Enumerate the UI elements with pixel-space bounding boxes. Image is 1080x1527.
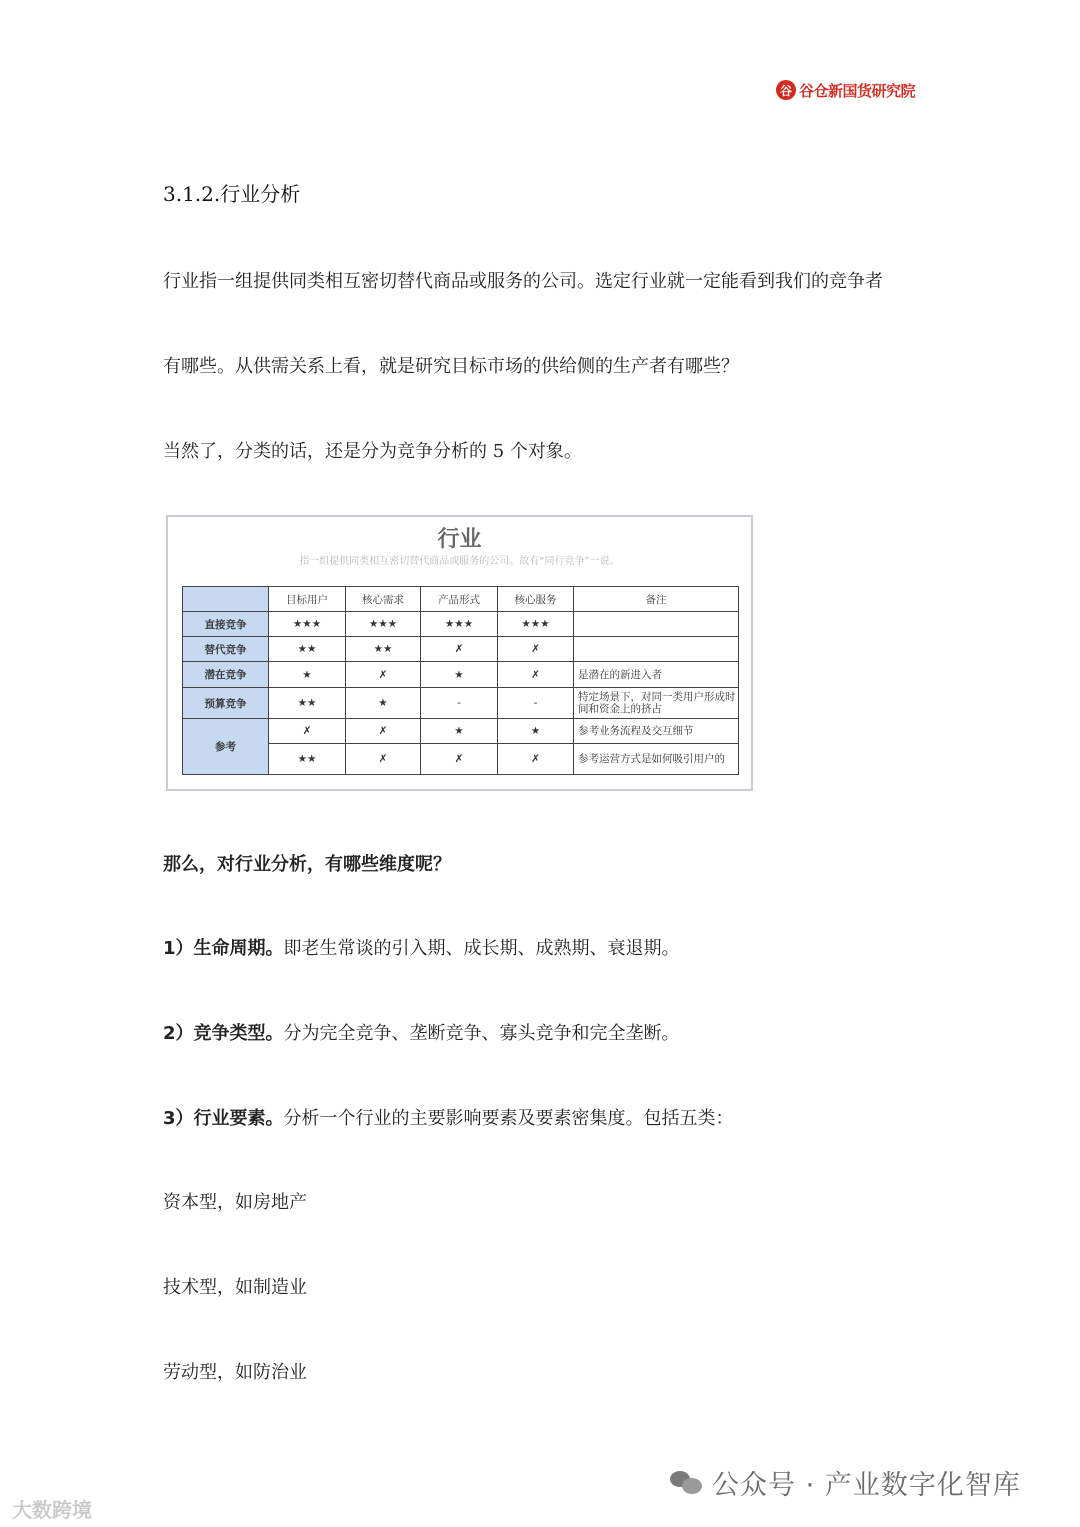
row-header: 参考 <box>183 719 269 775</box>
note-cell <box>574 637 739 662</box>
table-row <box>183 637 739 662</box>
wechat-watermark-text: 公众号 · 产业数字化智库 <box>712 1469 1021 1501</box>
wechat-watermark <box>670 1462 1021 1502</box>
note-cell: 特定场景下，对同一类用户形成时间和资金上的挤占 <box>574 688 739 719</box>
table-corner-cell <box>183 587 269 612</box>
section-heading: 3.1.2.行业分析 <box>163 182 301 206</box>
brand-logo <box>776 78 915 102</box>
column-header: 备注 <box>574 587 739 612</box>
table-cell: - <box>498 688 574 719</box>
competition-table-figure <box>166 515 753 791</box>
table-cell: - <box>421 688 498 719</box>
table-cell: ✗ <box>498 637 574 662</box>
dimension-1-label: 1）生命周期。 <box>163 938 284 959</box>
competition-table <box>182 586 739 775</box>
table-row <box>183 612 739 637</box>
wechat-icon <box>670 1469 702 1495</box>
factor-type-technology: 技术型，如制造业 <box>163 1277 307 1298</box>
table-cell: ★★ <box>269 637 346 662</box>
dimension-3-text: 分析一个行业的主要影响要素及要素密集度。包括五类： <box>283 1108 734 1129</box>
note-cell <box>574 612 739 637</box>
table-cell: ✗ <box>269 719 346 744</box>
table-cell: ✗ <box>498 662 574 688</box>
table-cell: ★★ <box>269 688 346 719</box>
table-cell: ✗ <box>346 744 421 775</box>
figure-title: 行业 <box>437 527 482 552</box>
table-cell: ✗ <box>498 744 574 775</box>
paragraph-2: 有哪些。从供需关系上看，就是研究目标市场的供给侧的生产者有哪些？ <box>163 356 739 377</box>
table-cell: ★★★ <box>421 612 498 637</box>
dimension-2-text: 分为完全竞争、垄断竞争、寡头竞争和完全垄断。 <box>283 1023 680 1044</box>
table-cell: ★ <box>346 688 421 719</box>
table-row <box>183 688 739 719</box>
table-cell: ★★★ <box>498 612 574 637</box>
table-cell: ★★ <box>269 744 346 775</box>
paragraph-1: 行业指一组提供同类相互密切替代商品或服务的公司。选定行业就一定能看到我们的竞争者 <box>163 271 883 292</box>
dimension-3 <box>163 1104 734 1130</box>
table-cell: ★ <box>498 719 574 744</box>
column-header: 核心服务 <box>498 587 574 612</box>
note-cell: 参考运营方式是如何吸引用户的 <box>574 744 739 775</box>
dimension-3-label: 3）行业要素。 <box>163 1108 284 1129</box>
factor-type-capital: 资本型，如房地产 <box>163 1192 307 1213</box>
table-cell: ★ <box>421 662 498 688</box>
table-cell: ✗ <box>346 662 421 688</box>
dimension-1-text: 即老生常谈的引入期、成长期、成熟期、衰退期。 <box>283 938 680 959</box>
note-cell: 参考业务流程及交互细节 <box>574 719 739 744</box>
column-header: 产品形式 <box>421 587 498 612</box>
dimension-1 <box>163 934 680 960</box>
table-cell: ★ <box>421 719 498 744</box>
column-header: 核心需求 <box>346 587 421 612</box>
row-header: 替代竞争 <box>183 637 269 662</box>
question-line: 那么，对行业分析，有哪些维度呢？ <box>163 854 451 875</box>
note-cell: 是潜在的新进入者 <box>574 662 739 688</box>
factor-type-labor: 劳动型，如防治业 <box>163 1362 307 1383</box>
row-header: 直接竞争 <box>183 612 269 637</box>
table-cell: ★ <box>269 662 346 688</box>
table-cell: ✗ <box>421 744 498 775</box>
table-row <box>183 662 739 688</box>
logo-text: 谷仓新国货研究院 <box>799 81 916 100</box>
table-cell: ✗ <box>346 719 421 744</box>
table-header-row <box>183 587 739 612</box>
table-cell: ★★★ <box>269 612 346 637</box>
table-cell: ✗ <box>421 637 498 662</box>
logo-mark-icon: 谷 <box>776 80 796 100</box>
figure-subtitle: 指一组提供同类相互密切替代商品或服务的公司。故有“同行竞争”一说。 <box>299 556 620 567</box>
paragraph-3: 当然了，分类的话，还是分为竞争分析的 5 个对象。 <box>163 441 582 462</box>
row-header: 潜在竞争 <box>183 662 269 688</box>
column-header: 目标用户 <box>269 587 346 612</box>
dimension-2-label: 2）竞争类型。 <box>163 1023 284 1044</box>
dimension-2 <box>163 1019 680 1045</box>
table-cell: ★★ <box>346 637 421 662</box>
row-header: 预算竞争 <box>183 688 269 719</box>
table-cell: ★★★ <box>346 612 421 637</box>
table-row <box>183 719 739 744</box>
corner-watermark: 大数跨境 <box>12 1498 92 1522</box>
